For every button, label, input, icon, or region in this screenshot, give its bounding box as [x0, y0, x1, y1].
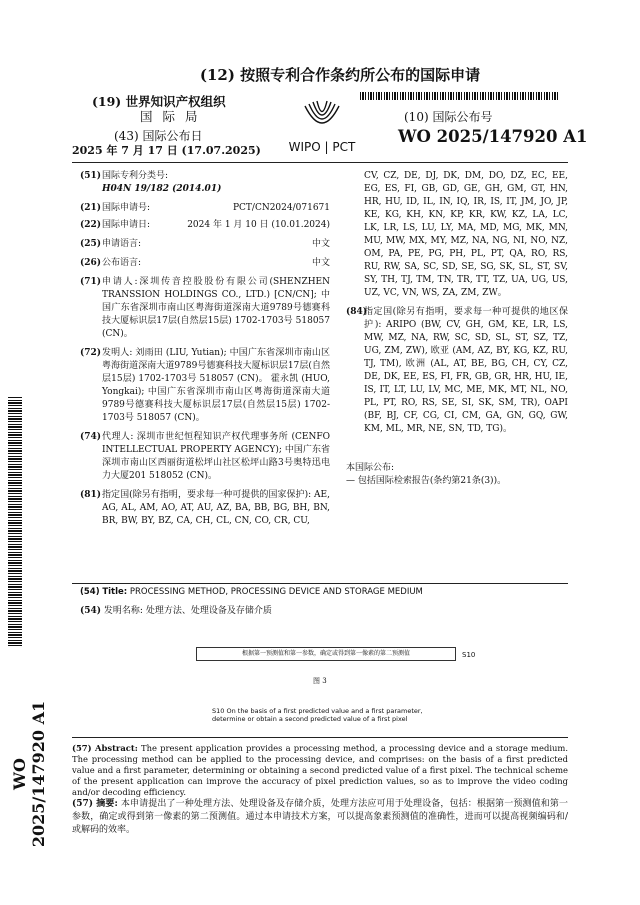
left-column: (51) 国际专利分类号: H04N 19/182 (2014.01) (21) 国际申请号: PCT/CN2024/071671 (22) 国际申请日: 2024 年 1 月 10 日 (10.01.2024) (25) 申请语言: 中文 (26) 公布语言: 中文 (71) 申请人:深圳传音控股股份有限公司(SHENZHEN TRANSSION HOLDINGS CO., LTD.) [CN/CN]; 中国广东省深圳市南山区粤海街道深南大道9789号德赛科技大厦标识层17层(自然层15层) 1702-1703号 518057 (CN)。 (72) 发明人: 刘雨田 (LIU, Yutian); 中国广东省深圳市南山区粤海街道深南大道9789号德赛科技大厦标识层17层(自然层15层) 1702-1703号 518057 (CN)。 霍永凯 (HUO, Yongkai); 中国广东省深圳市南山区粤海街道深南大道9789号德赛科技大厦标识层17层(自然层15层) 1702-1703号 518057 (CN)。 (74) 代理人: 深圳市世纪恒程知识产权代理事务所 (CENFO INTELLECTUAL PROPERTY AGENCY); 中国广东省深圳市南山区西丽街道松坪山社区松坪山路3号奥特迅电力大厦201 518052 (CN)。 (81) 指定国(除另有指明，要求每一种可提供的国家保护): AE, AG, AL, AM, AO, AT, AU, AZ, BA, BB, BG, BH, BN, BR, BW, BY, BZ, CA, CH, CL, CN, CO, CR, CU,	[80, 171, 330, 526]
figure-note: S10 On the basis of a first predicted value and a first parameter, determine or obtain a second predicted value of a first pixel	[212, 707, 423, 723]
document-title: (12) 按照专利合作条约所公布的国际申请	[199, 66, 481, 84]
right-column: CV, CZ, DE, DJ, DK, DM, DO, DZ, EC, EE, EG, ES, FI, GB, GD, GE, GH, GM, GT, HN, HR, HU, ID, IL, IN, IQ, IR, IS, IT, JM, JO, JP, KE, KG, KH, KN, KP, KR, KW, KZ, LA, LC, LK, LR, LS, LU, LY, MA, MD, MG, MK, MN, MU, MW, MX, MY, MZ, NA, NG, NI, NO, NZ, OM, PA, PE, PG, PH, PL, PT, QA, RO, RS, RU, RW, SA, SC, SD, SE, SG, SK, SL, ST, SV, SY, TH, TJ, TM, TN, TR, TT, TZ, UA, UG, US, UZ, VC, VN, WS, ZA, ZM, ZW。 (84) 指定国(除另有指明，要求每一种可提供的地区保护): ARIPO (BW, CV, GH, GM, KE, LR, LS, MW, MZ, NA, RW, SC, SD, SL, ST, SZ, TZ, UG, ZM, ZW), 欧亚 (AM, AZ, BY, KG, KZ, RU, TJ, TM), 欧洲 (AL, AT, BE, BG, CH, CY, CZ, DE, DK, EE, ES, FI, FR, GB, GR, HR, HU, IE, IS, IT, LT, LU, LV, MC, ME, MK, MT, NL, NO, PL, PT, RO, RS, SE, SI, SK, SM, TR), OAPI (BF, BJ, CF, CG, CI, CM, GA, GN, GQ, GW, KM, ML, MR, NE, SN, TD, TG)。 本国际公布: — 包括国际检索报告(条约第21条(3))。	[346, 171, 568, 486]
logo-text: WIPO | PCT	[288, 140, 356, 154]
header-divider	[72, 162, 568, 163]
published-item: — 包括国际检索报告(条约第21条(3))。	[346, 476, 507, 486]
bureau-name: 国 际 局	[140, 109, 201, 124]
inventors: 发明人: 刘雨田 (LIU, Yutian); 中国广东省深圳市南山区粤海街道深南大道9789号德赛科技大厦标识层17层(自然层15层) 1702-1703号 518057 (CN)。 霍永凯 (HUO, Yongkai); 中国广东省深圳市南山区粤海街道深南大道9789号德赛科技大厦标识层17层(自然层15层) 1702-1703号 518057 (CN)。	[102, 348, 330, 423]
pub-number-label: (10) 国际公布号	[404, 110, 493, 124]
regional-designations: 指定国(除另有指明，要求每一种可提供的地区保护): ARIPO (BW, CV, GH, GM, KE, LR, LS, MW, MZ, NA, RW, SC, SD, SL, ST, SZ, TZ, UG, ZM, ZW), 欧亚 (AM, AZ, BY, KG, KZ, RU, TJ, TM), 欧洲 (AL, AT, BE, BG, CH, CY, CZ, DE, DK, EE, ES, FI, FR, GB, GR, HR, HU, IE, IS, IT, LT, LU, LV, MC, ME, MK, MT, NL, NO, PL, PT, RO, RS, SE, SI, SK, SM, TR), OAPI (BF, BJ, CF, CG, CI, CM, GA, GN, GQ, GW, KM, ML, MR, NE, SN, TD, TG)。	[364, 307, 568, 434]
organization-name: (19) 世界知识产权组织	[92, 94, 226, 109]
abstract-divider	[72, 737, 568, 738]
abstract-chinese: (57) 摘要: 本申请提出了一种处理方法、处理设备及存储介质，处理方法应可用于处理设备，包括：根据第一预测值和第一参数，确定或得到第一像素的第二预测值。通过本申请技术方案，可以提高象素预测值的准确性，进而可以提高视频编码和/或解码的效率。	[72, 799, 568, 835]
ipc-value: H04N 19/182 (2014.01)	[102, 184, 222, 194]
published-label: 本国际公布:	[346, 463, 395, 473]
wipo-logo	[275, 98, 370, 158]
figure-step-label: S10	[462, 651, 476, 659]
applicant: 申请人:深圳传音控股股份有限公司(SHENZHEN TRANSSION HOLDINGS CO., LTD.) [CN/CN]; 中国广东省深圳市南山区粤海街道深南大道9789号德赛科技大厦标识层17层(自然层15层) 1702-1703号 518057 (CN)。	[102, 277, 330, 339]
english-title: (54) Title: PROCESSING METHOD, PROCESSING DEVICE AND STORAGE MEDIUM	[80, 587, 423, 597]
figure-step-box: 根据第一预测值和第一参数，确定或得到第一像素的第二预测值	[196, 647, 456, 661]
designated-states-cont: CV, CZ, DE, DJ, DK, DM, DO, DZ, EC, EE, EG, ES, FI, GB, GD, GE, GH, GM, GT, HN, HR, HU, ID, IL, IN, IQ, IR, IS, IT, JM, JO, JP, KE, KG, KH, KN, KP, KR, KW, KZ, LA, LC, LK, LR, LS, LU, LY, MA, MD, MG, MK, MN, MU, MW, MX, MY, MZ, NA, NG, NI, NO, NZ, OM, PA, PE, PG, PH, PL, PT, QA, RO, RS, RU, RW, SA, SC, SD, SE, SG, SK, SL, ST, SV, SY, TH, TJ, TM, TN, TR, TT, TZ, UA, UG, US, UZ, VC, VN, WS, ZA, ZM, ZW。	[364, 171, 568, 298]
side-publication-number: WO 2025/147920 A1	[10, 700, 48, 848]
titles-divider-top	[72, 583, 568, 584]
pub-date-label: (43) 国际公布日	[114, 129, 203, 143]
designated-states: 指定国(除另有指明，要求每一种可提供的国家保护): AE, AG, AL, AM, AO, AT, AU, AZ, BA, BB, BG, BH, BN, BR, BW, BY, BZ, CA, CH, CL, CN, CO, CR, CU,	[102, 490, 330, 526]
agent: 代理人: 深圳市世纪恒程知识产权代理事务所 (CENFO INTELLECTUAL PROPERTY AGENCY); 中国广东省深圳市南山区西丽街道松坪山社区松坪山路3号奥特迅电力大厦201 518052 (CN)。	[102, 432, 330, 481]
figure-caption: 图 3	[313, 677, 327, 685]
chinese-title: (54) 发明名称: 处理方法、处理设备及存储介质	[80, 606, 272, 616]
pub-number: WO 2025/147920 A1	[398, 127, 588, 146]
barcode-icon	[360, 92, 558, 100]
pub-date: 2025 年 7 月 17 日 (17.07.2025)	[72, 144, 261, 157]
side-barcode-icon	[8, 396, 22, 646]
abstract-english: (57) Abstract: The present application provides a processing method, a processing device and a storage medium. The processing method can be applied to the processing device, and comprises: on the basis of a first predicted value and a first parameter, determining or obtaining a second predicted value of a first pixel. The technical scheme of the present application can improve the accuracy of pixel prediction values, so as to improve the video coding and/or decoding efficiency.	[72, 743, 568, 797]
